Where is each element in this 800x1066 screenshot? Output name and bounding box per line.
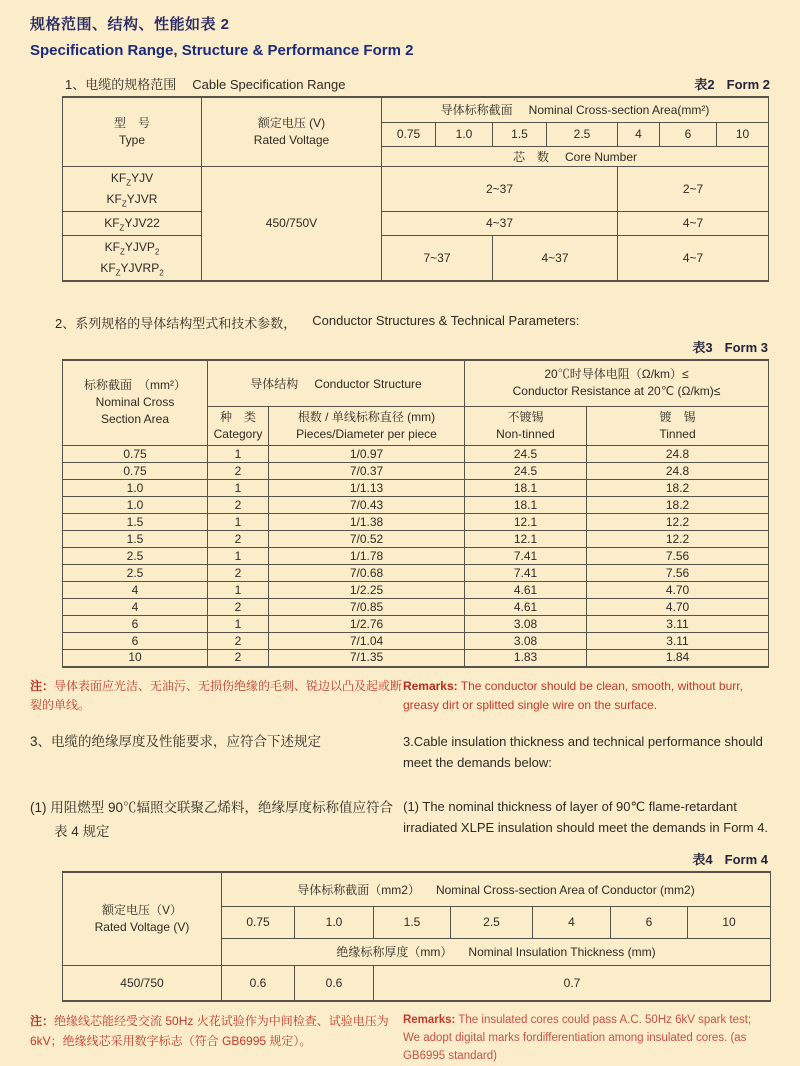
core-range-cell: 2~7	[618, 166, 769, 211]
conductor-area-header	[222, 872, 771, 906]
table-cell: 6	[63, 616, 208, 633]
voltage-cell: 450/750V	[202, 166, 382, 281]
table-row	[63, 480, 769, 497]
table-row	[63, 965, 771, 1001]
core-range-cell: 4~7	[618, 211, 769, 235]
note-label-en: Remarks:	[402, 678, 458, 693]
nominal-cross-section-header	[63, 360, 208, 446]
section-1-heading	[65, 74, 345, 93]
size-header: 0.75	[382, 122, 436, 146]
nominal-cross-section-header-en2: Section Area	[100, 412, 170, 427]
table-cell: 1.5	[63, 514, 208, 531]
table-cell: 1	[208, 616, 269, 633]
core-range-cell: 7~37	[382, 235, 493, 281]
table-cell: 7.41	[465, 548, 587, 565]
section-2-heading	[55, 313, 770, 332]
pieces-diameter-header-en: Pieces/Diameter per piece	[296, 427, 437, 441]
table-cell: 2	[208, 599, 269, 616]
size-header: 10	[717, 122, 769, 146]
table-cell: 18.1	[465, 480, 587, 497]
type-name: $KF_ZYJV$	[110, 170, 154, 187]
table-cell: 1/2.25	[269, 582, 465, 599]
size-header: 4	[533, 906, 611, 938]
size-header: 1.5	[493, 122, 547, 146]
resistance-header-cn: 20℃时导体电阻（Ω/km）≤	[544, 367, 689, 382]
pieces-diameter-header	[269, 407, 465, 446]
non-tinned-header	[465, 407, 587, 446]
insulation-thickness-header	[222, 938, 771, 965]
table-cell: 1.83	[465, 650, 587, 667]
type-cell	[63, 166, 202, 211]
rated-voltage-header-en: Rated Voltage (V)	[94, 920, 190, 935]
table-cell: 7/1.35	[269, 650, 465, 667]
table-cell: 7/0.37	[269, 463, 465, 480]
table-cell: 24.8	[587, 463, 769, 480]
form-2-label-cn: 表2	[694, 77, 715, 92]
size-header: 4	[618, 122, 660, 146]
table-row	[63, 633, 769, 650]
core-number-header-cn: 芯 数	[512, 149, 549, 164]
table-cell: 2	[208, 497, 269, 514]
insulation-thickness-table	[62, 871, 771, 1002]
note-text-cn: 绝缘线芯能经受交流 50Hz 火花试验作为中间检查、试验电压为6kV；绝缘线芯采用数字标志（符合 GB6995 规定）。	[30, 1014, 389, 1048]
section-2-heading-en: Conductor Structures & Technical Parameters:	[312, 312, 580, 328]
thickness-cell: 0.7	[374, 965, 771, 1001]
table-cell: 2	[208, 650, 269, 667]
conductor-area-header-cn: 导体标称截面（mm2）	[297, 883, 420, 898]
type-name: $KF_ZYJVRP_2$	[100, 260, 164, 277]
nominal-cross-section-header-cn: 标称截面 （mm²）	[84, 378, 186, 393]
table-cell: 4.70	[587, 582, 769, 599]
pieces-diameter-header-cn: 根数 / 单线标称直径 (mm)	[297, 410, 436, 424]
table-cell: 10	[63, 650, 208, 667]
category-header-en: Category	[213, 427, 263, 441]
table-row	[63, 446, 769, 463]
table-cell: 2	[208, 463, 269, 480]
table-cell: 1/1.38	[269, 514, 465, 531]
table-row	[63, 531, 769, 548]
form-3-label-cn: 表3	[692, 339, 713, 355]
nominal-cross-section-header-en1: Nominal Cross	[95, 395, 175, 410]
table-cell: 1.84	[587, 650, 769, 667]
size-header: 2.5	[547, 122, 618, 146]
table-row	[63, 211, 769, 235]
type-cell	[63, 211, 202, 235]
voltage-value-cell: 450/750	[63, 965, 222, 1001]
note-label-cn: 注：	[30, 1014, 55, 1029]
thickness-cell: 0.6	[222, 965, 295, 1001]
section-3-item-1-row	[30, 796, 770, 845]
size-header: 6	[660, 122, 717, 146]
section-1-heading-row	[65, 74, 770, 93]
page-title-en: Specification Range, Structure & Performance Form 2	[30, 42, 414, 59]
table-row	[63, 497, 769, 514]
section-3-heading-en: 3.Cable insulation thickness and technical performance should meet the demands below:	[402, 733, 763, 771]
resistance-header	[465, 360, 769, 407]
page-title-cn: 规格范围、结构、性能如表 2	[30, 16, 230, 33]
table-row	[63, 514, 769, 531]
conductor-note-en	[403, 677, 770, 715]
form-4-label-en: Form 4	[724, 852, 768, 868]
note-text-en: The insulated cores could pass A.C. 50Hz 6kV spark test; We adopt digital marks fordifferentiation among insulated cores. (as GB6995 standard)	[402, 1014, 752, 1062]
category-header-cn: 种 类	[219, 410, 256, 424]
table-row	[63, 582, 769, 599]
note-text-cn: 导体表面应光洁、无油污、无损伤绝缘的毛刺、锐边以凸及起或断裂的单线。	[30, 678, 403, 712]
section-2-heading-cn: 2、系列规格的导体结构型式和技术参数，	[55, 315, 297, 331]
insulation-thickness-header-cn: 绝缘标称厚度（mm）	[336, 945, 453, 960]
type-name: $KF_ZYJVP_2$	[104, 239, 160, 256]
note-text-en: The conductor should be clean, smooth, without burr, greasy dirt or splitted single wire on the surface.	[402, 678, 743, 712]
table-cell: 24.5	[465, 446, 587, 463]
core-number-header	[382, 146, 769, 166]
table-row	[63, 166, 769, 211]
section-3-heading-row	[30, 731, 770, 774]
table-cell: 3.11	[587, 633, 769, 650]
table-cell: 24.8	[587, 446, 769, 463]
core-range-cell: 4~37	[493, 235, 618, 281]
form-3-label	[0, 337, 768, 356]
table-cell: 1	[208, 548, 269, 565]
form-3-label-en: Form 3	[724, 339, 768, 355]
core-range-cell: 4~7	[618, 235, 769, 281]
table-cell: 1/2.76	[269, 616, 465, 633]
category-header	[208, 407, 269, 446]
table-cell: 4	[63, 582, 208, 599]
type-header-en: Type	[118, 132, 145, 147]
form-4-label	[0, 849, 768, 868]
core-range-cell: 4~37	[382, 211, 618, 235]
table-cell: 7/0.43	[269, 497, 465, 514]
conductor-table-body	[63, 446, 769, 667]
table-cell: 0.75	[63, 463, 208, 480]
table-cell: 2	[208, 531, 269, 548]
table-cell: 1	[208, 480, 269, 497]
table-row	[63, 548, 769, 565]
note-label-en: Remarks:	[402, 1014, 456, 1027]
note-label-cn: 注：	[30, 678, 55, 693]
voltage-column-header	[202, 97, 382, 166]
table-cell: 0.75	[63, 446, 208, 463]
table-cell: 18.1	[465, 497, 587, 514]
table-row	[63, 463, 769, 480]
table-cell: 12.1	[465, 514, 587, 531]
insulation-note-cn	[30, 1012, 403, 1065]
table-cell: 1/1.13	[269, 480, 465, 497]
thickness-cell: 0.6	[295, 965, 374, 1001]
size-header: 1.5	[374, 906, 451, 938]
table-row	[63, 565, 769, 582]
table-cell: 2.5	[63, 565, 208, 582]
table-cell: 7/0.68	[269, 565, 465, 582]
type-cell	[63, 235, 202, 281]
conductor-structure-header	[208, 360, 465, 407]
table-cell: 6	[63, 633, 208, 650]
table-cell: 4	[63, 599, 208, 616]
table-cell: 2	[208, 633, 269, 650]
resistance-header-en: Conductor Resistance at 20℃ (Ω/km)≤	[512, 384, 721, 399]
table-cell: 3.08	[465, 633, 587, 650]
table-cell: 18.2	[587, 480, 769, 497]
type-header-cn: 型 号	[113, 115, 150, 130]
size-header: 0.75	[222, 906, 295, 938]
voltage-header-cn: 额定电压 (V)	[257, 115, 326, 130]
size-header: 2.5	[451, 906, 533, 938]
rated-voltage-header	[63, 872, 222, 965]
table-cell: 7/1.04	[269, 633, 465, 650]
item-1-en: (1) The nominal thickness of layer of 90℃ flame-retardant irradiated XLPE insulation should meet the demands in Form 4.	[403, 798, 769, 836]
table-cell: 3.11	[587, 616, 769, 633]
size-header: 1.0	[295, 906, 374, 938]
tinned-header	[587, 407, 769, 446]
size-header: 1.0	[436, 122, 493, 146]
table-cell: 2.5	[63, 548, 208, 565]
table-cell: 7/0.52	[269, 531, 465, 548]
type-column-header	[63, 97, 202, 166]
tinned-header-en: Tinned	[659, 427, 696, 441]
table-cell: 1/0.97	[269, 446, 465, 463]
voltage-header-en: Rated Voltage	[253, 132, 330, 147]
form-2-label-en: Form 2	[726, 77, 770, 92]
cross-section-header-cn: 导体标称截面	[440, 103, 513, 118]
table-row	[63, 650, 769, 667]
type-name: $KF_ZYJV22$	[104, 215, 160, 232]
table-cell: 1.0	[63, 480, 208, 497]
table-4-notes	[30, 1012, 770, 1065]
table-cell: 18.2	[587, 497, 769, 514]
tinned-header-cn: 镀 锡	[659, 410, 696, 424]
section-3-heading-cn: 3、电缆的绝缘厚度及性能要求，应符合下述规定	[30, 733, 322, 749]
form-4-label-cn: 表4	[692, 852, 713, 868]
table-row	[63, 235, 769, 281]
insulation-thickness-header-en: Nominal Insulation Thickness (mm)	[468, 945, 656, 960]
conductor-structure-header-en: Conductor Structure	[314, 376, 422, 391]
size-header: 10	[688, 906, 771, 938]
section-1-heading-cn: 1、电缆的规格范围	[65, 77, 177, 92]
table-3-notes	[30, 677, 770, 715]
table-cell: 1.0	[63, 497, 208, 514]
conductor-note-cn	[30, 677, 403, 715]
table-cell: 4.70	[587, 599, 769, 616]
conductor-area-header-en: Nominal Cross-section Area of Conductor (mm2)	[435, 883, 695, 898]
rated-voltage-header-cn: 额定电压（V）	[101, 903, 182, 918]
table-cell: 12.2	[587, 514, 769, 531]
table-cell: 24.5	[465, 463, 587, 480]
table-row	[63, 599, 769, 616]
table-cell: 4.61	[465, 599, 587, 616]
cable-spec-table	[62, 96, 769, 282]
size-header: 6	[611, 906, 688, 938]
table-cell: 3.08	[465, 616, 587, 633]
core-number-header-en: Core Number	[564, 149, 638, 164]
table-cell: 1.5	[63, 531, 208, 548]
table-cell: 7/0.85	[269, 599, 465, 616]
table-row	[63, 616, 769, 633]
insulation-note-en	[403, 1012, 770, 1065]
conductor-structure-header-cn: 导体结构	[250, 376, 299, 391]
table-cell: 1	[208, 582, 269, 599]
table-cell: 7.56	[587, 565, 769, 582]
form-2-label	[694, 74, 770, 93]
conductor-structure-table	[62, 359, 769, 668]
table-cell: 4.61	[465, 582, 587, 599]
table-cell: 1/1.78	[269, 548, 465, 565]
cross-section-header	[382, 97, 769, 122]
table-cell: 7.41	[465, 565, 587, 582]
table-cell: 7.56	[587, 548, 769, 565]
item-1-cn: (1) 用阻燃型 90℃辐照交联聚乙烯料，绝缘厚度标称值应符合表 4 规定	[30, 799, 394, 840]
table-cell: 2	[208, 565, 269, 582]
cross-section-header-en: Nominal Cross-section Area(mm²)	[528, 103, 710, 118]
table-cell: 12.2	[587, 531, 769, 548]
non-tinned-header-en: Non-tinned	[496, 427, 555, 441]
table-cell: 1	[208, 514, 269, 531]
type-name: $KF_ZYJVR$	[106, 191, 158, 208]
non-tinned-header-cn: 不镀锡	[507, 410, 544, 424]
section-1-heading-en: Cable Specification Range	[192, 77, 346, 92]
table-cell: 1	[208, 446, 269, 463]
table-cell: 12.1	[465, 531, 587, 548]
core-range-cell: 2~37	[382, 166, 618, 211]
